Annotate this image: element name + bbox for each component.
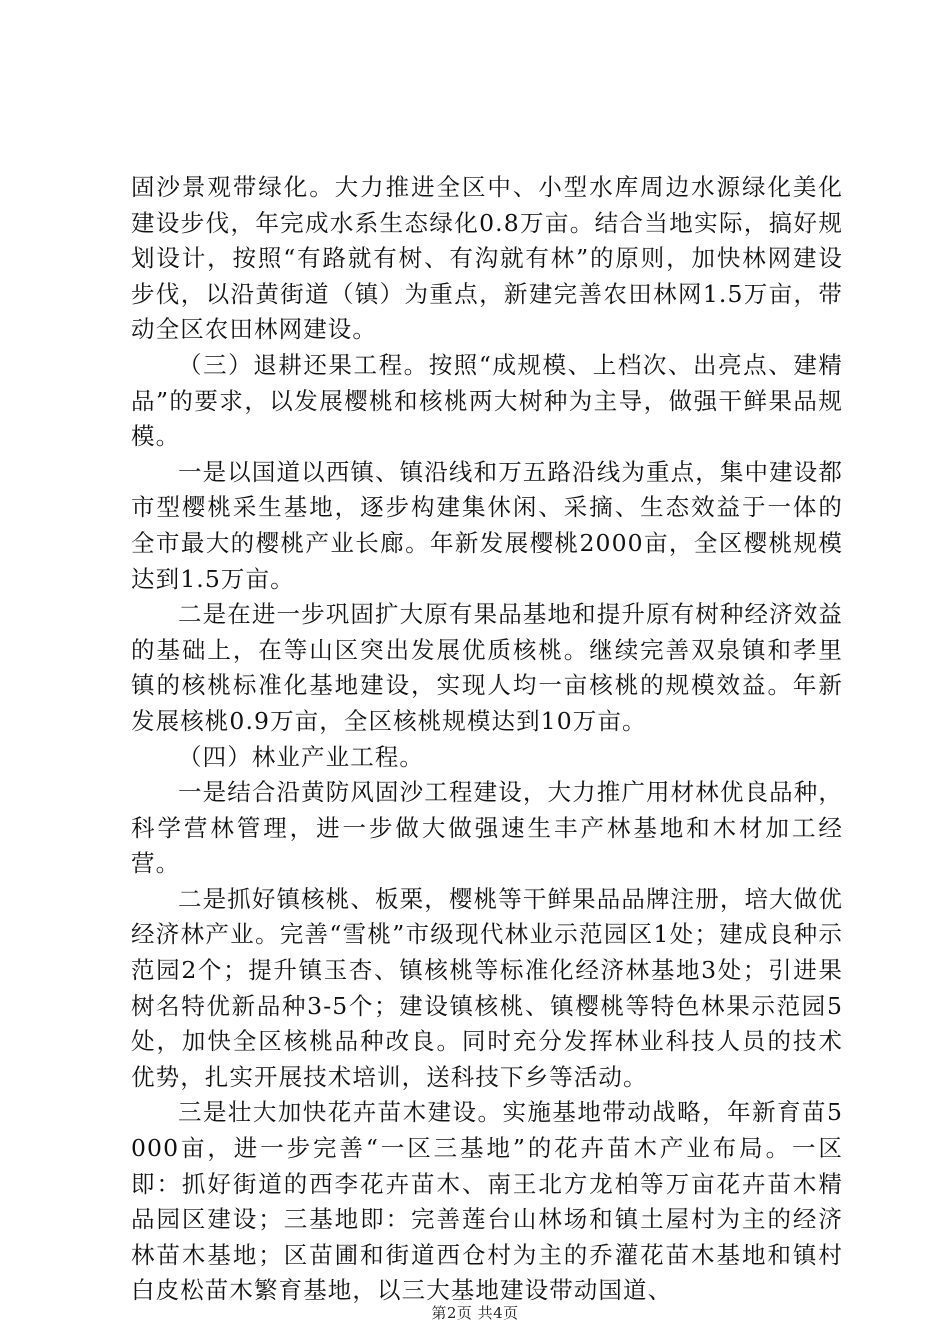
page-footer: 第2页 共4页 bbox=[431, 1304, 519, 1322]
paragraph-7: 二是抓好镇核桃、板栗，樱桃等干鲜果品品牌注册，培大做优经济林产业。完善“雪桃”市级现代林业示范园区1处；建成良种示范园2个；提升镇玉杏、镇核桃等标准化经济林基地3处；引进果树名特优新品种3-5个；建设镇核桃、镇樱桃等特色林果示范园5处，加快全区核桃品种改良。同时充分发挥林业科技人员的技术优势，扎实开展技术培训，送科技下乡等活动。 bbox=[131, 884, 843, 1091]
paragraph-4: 二是在进一步巩固扩大原有果品基地和提升原有树种经济效益的基础上，在等山区突出发展优质核桃。继续完善双泉镇和孝里镇的核桃标准化基地建设，实现人均一亩核桃的规模效益。年新发展核桃0.9万亩，全区核桃规模达到10万亩。 bbox=[131, 600, 843, 735]
body-text bbox=[131, 170, 843, 1309]
paragraph-3: 一是以国道以西镇、镇沿线和万五路沿线为重点，集中建设都市型樱桃采生基地，逐步构建集休闲、采摘、生态效益于一体的全市最大的樱桃产业长廊。年新发展樱桃2000亩，全区樱桃规模达到1.5万亩。 bbox=[131, 457, 843, 593]
paragraph-1: 固沙景观带绿化。大力推进全区中、小型水库周边水源绿化美化建设步伐，年完成水系生态绿化0.8万亩。结合当地实际，搞好规划设计，按照“有路就有树、有沟就有林”的原则，加快林网建设步伐，以沿黄街道（镇）为重点，新建完善农田林网1.5万亩，带动全区农田林网建设。 bbox=[131, 173, 843, 344]
paragraph-8: 三是壮大加快花卉苗木建设。实施基地带动战略，年新育苗5000亩，进一步完善“一区三基地”的花卉苗木产业布局。一区即：抓好街道的西李花卉苗木、南王北方龙柏等万亩花卉苗木精品园区建设；三基地即：完善莲台山林场和镇土屋村为主的经济林苗木基地；区苗圃和街道西仓村为主的乔灌花苗木基地和镇村白皮松苗木繁育基地，以三大基地建设带动国道、 bbox=[131, 1098, 843, 1305]
paragraph-5: （四）林业产业工程。 bbox=[178, 742, 424, 771]
paragraph-6: 一是结合沿黄防风固沙工程建设，大力推广用材林优良品种，科学营林管理，进一步做大做强速生丰产林基地和木材加工经营。 bbox=[131, 778, 843, 878]
paragraph-2: （三）退耕还果工程。按照“成规模、上档次、出亮点、建精品”的要求，以发展樱桃和核桃两大树种为主导，做强干鲜果品规模。 bbox=[131, 350, 843, 451]
